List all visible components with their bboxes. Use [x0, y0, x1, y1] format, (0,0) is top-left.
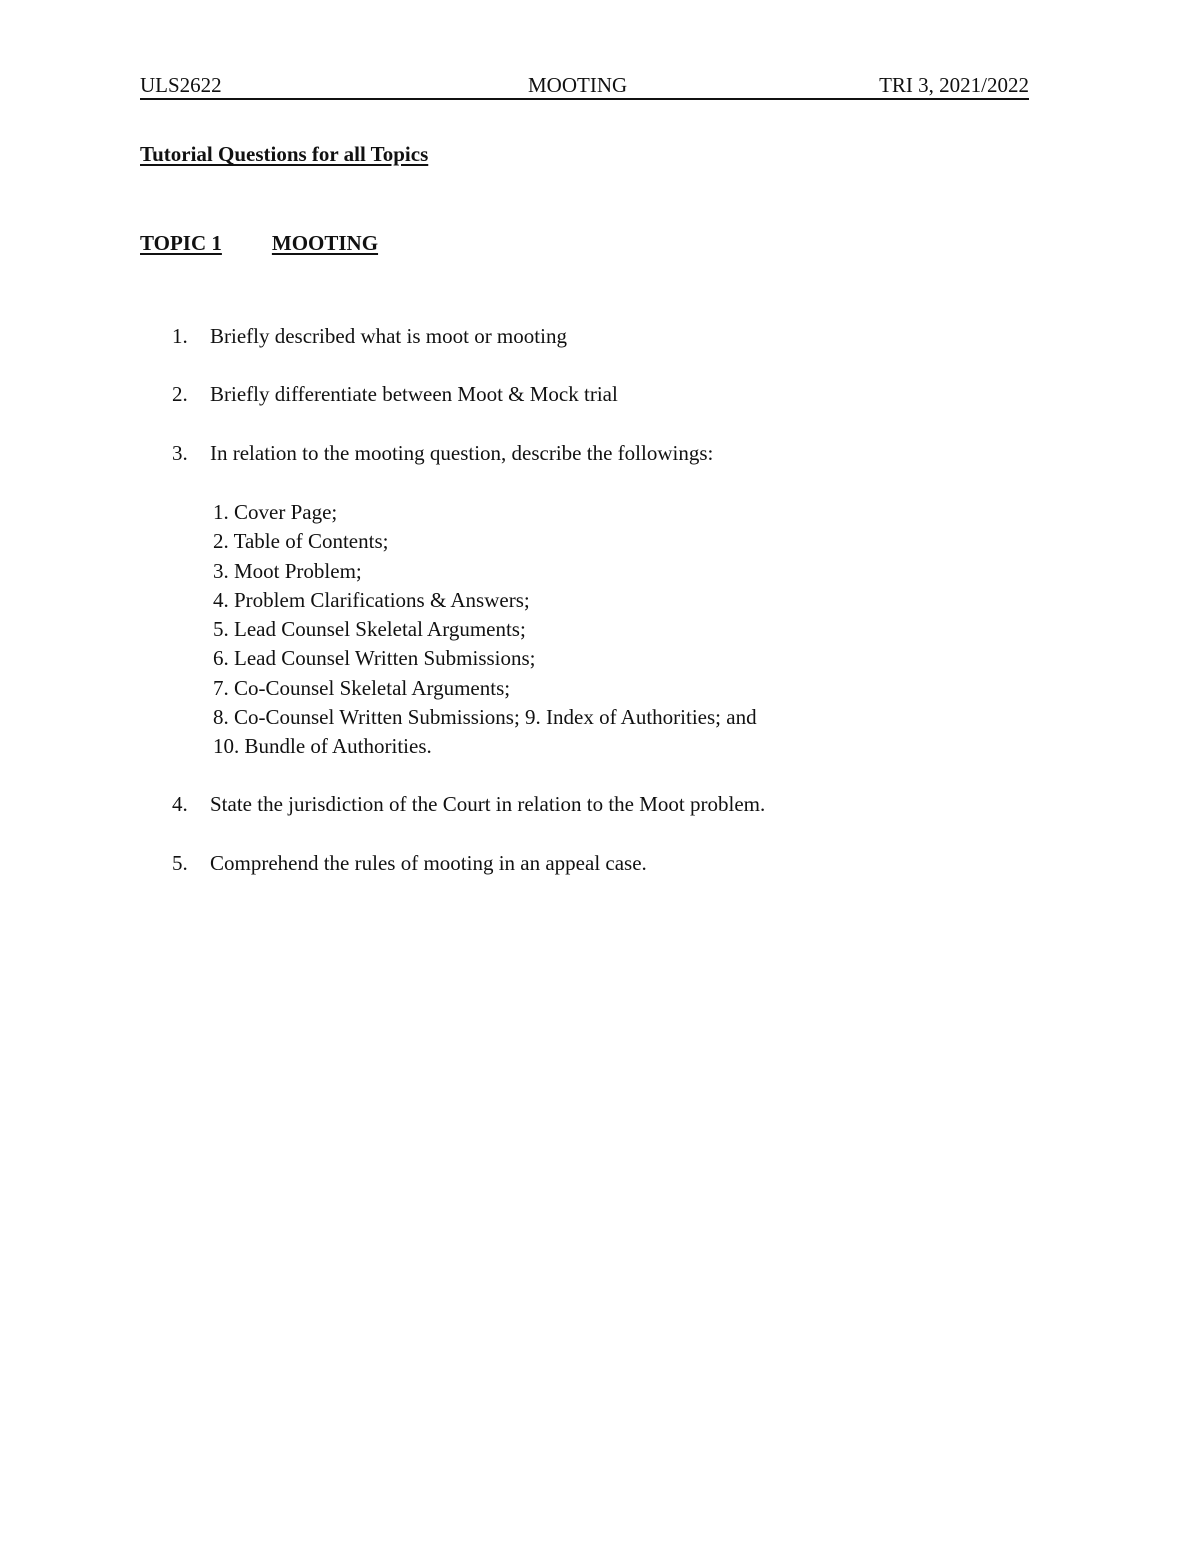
course-code: ULS2622	[140, 73, 222, 97]
sub-item: 3. Moot Problem;	[213, 558, 362, 583]
sub-item: 10. Bundle of Authorities.	[213, 734, 432, 759]
question-number: 3.	[172, 441, 188, 465]
sub-item: 1. Cover Page;	[213, 500, 338, 524]
question-item	[172, 440, 713, 466]
question-text: Briefly described what is moot or mooting	[210, 324, 567, 348]
sub-item: 5. Lead Counsel Skeletal Arguments;	[213, 617, 526, 642]
question-number: 4.	[172, 792, 188, 816]
topic-name: MOOTING	[271, 231, 379, 255]
topic-heading	[140, 231, 378, 256]
sub-item: 8. Co-Counsel Written Submissions; 9. Index of Authorities; and	[213, 705, 757, 730]
sub-item: 2. Table of Contents;	[213, 529, 389, 554]
sub-item-list	[213, 498, 757, 762]
question-text: Briefly differentiate between Moot & Mock trial	[210, 382, 618, 406]
question-item	[172, 791, 765, 817]
sub-item: 6. Lead Counsel Written Submissions;	[213, 646, 536, 671]
sub-item: 7. Co-Counsel Skeletal Arguments;	[213, 675, 511, 700]
sub-item: 4. Problem Clarifications & Answers;	[213, 587, 530, 612]
term-label: TRI 3, 2021/2022	[879, 73, 1029, 97]
topic-label: TOPIC 1	[140, 231, 222, 255]
course-name: MOOTING	[528, 73, 628, 97]
question-text: Comprehend the rules of mooting in an appeal case.	[210, 851, 647, 875]
question-number: 2.	[172, 382, 188, 406]
question-item	[172, 323, 567, 349]
question-number: 1.	[172, 324, 188, 348]
document-title: Tutorial Questions for all Topics	[140, 142, 429, 166]
page-header	[140, 72, 1029, 100]
question-item	[172, 850, 647, 876]
question-number: 5.	[172, 851, 188, 875]
question-text: In relation to the mooting question, describe the followings:	[210, 441, 714, 465]
question-item	[172, 381, 618, 407]
question-text: State the jurisdiction of the Court in relation to the Moot problem.	[210, 792, 766, 816]
